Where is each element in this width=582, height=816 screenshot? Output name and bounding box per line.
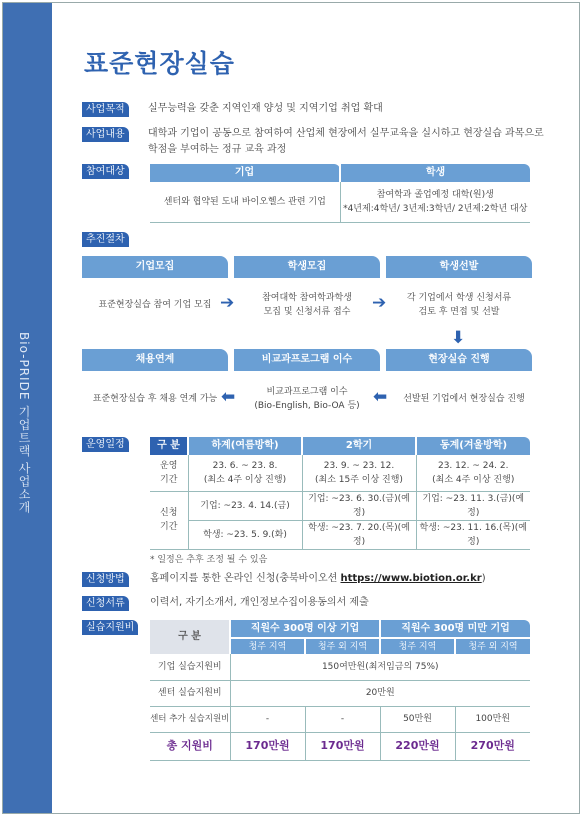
method-text (150, 571, 486, 587)
step-company-recruit: 기업모집 (82, 256, 228, 278)
arrow-right-icon: ➔ (372, 293, 387, 313)
step-hire-link: 채용연계 (82, 349, 228, 371)
schedule-cell (302, 455, 416, 491)
schedule-cell: 기업: ~23. 11. 3.(금)(예정) (416, 491, 530, 520)
purpose-text: 실무능력을 갖춘 지역인재 양성 및 지역기업 취업 확대 (148, 103, 383, 114)
step2-line2: 모집 및 신청서류 접수 (263, 307, 351, 317)
label-support: 실습지원비 (82, 620, 138, 635)
step5-text (234, 385, 380, 413)
arrow-left-icon: ⬅ (221, 387, 236, 407)
support-row2-value: 20만원 (230, 680, 530, 706)
schedule-cell: 학생: ~23. 5. 9.(화) (188, 520, 302, 549)
schedule-row-apply: 신청 기간 (150, 491, 188, 549)
schedule-h0: 구 분 (150, 437, 188, 455)
schedule-cell-line: (최소 4주 이상 진행) (432, 474, 515, 485)
support-row1-value: 150여만원(최저임금의 75%) (230, 654, 530, 680)
target-header-student: 학생 (340, 164, 530, 182)
step-student-select: 학생선발 (386, 256, 532, 278)
step1-text: 표준현장실습 참여 기업 모집 (98, 300, 212, 310)
support-s3: 청주 지역 (380, 638, 455, 654)
target-table (150, 164, 530, 223)
step-practice: 현장실습 진행 (386, 349, 532, 371)
step2-text (234, 291, 380, 319)
support-cell: 50만원 (380, 706, 455, 732)
step3-line2: 검토 후 면접 및 선발 (418, 307, 500, 317)
target-header-company: 기업 (150, 164, 340, 182)
schedule-row-period: 운영 기간 (160, 460, 178, 485)
schedule-h2: 2학기 (302, 437, 416, 455)
step3-text (386, 291, 532, 319)
support-s2: 청주 외 지역 (305, 638, 380, 654)
schedule-h1: 하계(여름방학) (188, 437, 302, 455)
schedule-cell-line: (최소 4주 이상 진행) (203, 474, 287, 485)
target-student-line1: 참여학과 졸업예정 대학(원)생 (376, 189, 494, 200)
support-row1-label: 기업 실습지원비 (157, 661, 222, 672)
step5-line2: (Bio-English, Bio-OA 등) (254, 401, 360, 411)
arrow-left-icon: ⬅ (373, 387, 388, 407)
method-prefix: 홈페이지를 통한 온라인 신청(충북바이오션 (150, 573, 341, 584)
step-student-recruit: 학생모집 (234, 256, 380, 278)
schedule-cell (188, 455, 302, 491)
schedule-cell-line: 23. 9. ~ 23. 12. (323, 460, 395, 471)
step6-text: 선발된 기업에서 현장실습 진행 (403, 394, 525, 404)
schedule-cell: 학생: ~23. 11. 16.(목)(예정) (416, 520, 530, 549)
schedule-cell-line: (최소 15주 이상 진행) (315, 474, 403, 485)
schedule-h3: 동계(겨울방학) (416, 437, 530, 455)
target-student-line2: *4년제:4학년/ 3년제:3학년/ 2년제:2학년 대상 (343, 203, 528, 214)
target-student-cell (340, 182, 530, 222)
arrow-right-icon: ➔ (220, 293, 235, 313)
biotion-link[interactable]: https://www.biotion.or.kr (340, 573, 482, 584)
step3-line1: 각 기업에서 학생 신청서류 (406, 293, 512, 303)
support-cell: - (230, 706, 305, 732)
step5-line1: 비교과프로그램 이수 (266, 387, 348, 397)
sidebar-title: Bio-PRIDE 기업트랙 사업소개 (17, 332, 31, 515)
support-g2: 직원수 300명 미만 기업 (380, 620, 530, 638)
schedule-table (150, 437, 530, 550)
step4-text: 표준현장실습 후 채용 연계 가능 (92, 394, 218, 404)
content-text-1: 대학과 기업이 공동으로 참여하여 산업체 현장에서 실무교육을 실시하고 현장실습 과목으로 (148, 128, 544, 139)
schedule-cell: 기업: ~23. 4. 14.(금) (188, 491, 302, 520)
support-total-cell: 270만원 (455, 732, 530, 760)
schedule-cell-line: 23. 6. ~ 23. 8. (212, 460, 278, 471)
content-text-2: 학점을 부여하는 정규 교육 과정 (148, 144, 287, 155)
label-content: 사업내용 (82, 127, 129, 142)
schedule-cell-line: 23. 12. ~ 24. 2. (437, 460, 509, 471)
support-g1: 직원수 300명 이상 기업 (230, 620, 380, 638)
support-total-cell: 220만원 (380, 732, 455, 760)
arrow-down-icon: ⬇ (451, 328, 466, 348)
support-cell: - (305, 706, 380, 732)
support-s1: 청주 지역 (230, 638, 305, 654)
label-process: 추진절차 (82, 232, 129, 247)
support-h0: 구 분 (150, 620, 230, 654)
label-purpose: 사업목적 (82, 102, 129, 117)
page-title: 표준현장실습 (84, 49, 235, 78)
support-total-cell: 170만원 (230, 732, 305, 760)
docs-text: 이력서, 자기소개서, 개인정보수집이용동의서 제출 (150, 597, 369, 608)
label-target: 참여대상 (82, 164, 129, 179)
support-total-label: 총 지원비 (166, 739, 213, 752)
step-extracurricular: 비교과프로그램 이수 (234, 349, 380, 371)
target-company-cell: 센터와 협약된 도내 바이오헬스 관련 기업 (163, 196, 326, 207)
label-docs: 신청서류 (82, 596, 129, 611)
schedule-note: * 일정은 추후 조정 될 수 있음 (150, 555, 268, 565)
support-table (150, 620, 530, 761)
support-row3-label: 센터 추가 실습지원비 (150, 714, 230, 724)
label-method: 신청방법 (82, 572, 129, 587)
support-row2-label: 센터 실습지원비 (157, 688, 222, 698)
schedule-cell: 학생: ~23. 7. 20.(목)(예정) (302, 520, 416, 549)
support-cell: 100만원 (455, 706, 530, 732)
label-schedule: 운영일정 (82, 437, 129, 452)
schedule-cell (416, 455, 530, 491)
step2-line1: 참여대학 참여학과학생 (262, 293, 352, 303)
method-suffix: ) (481, 573, 486, 584)
support-total-cell: 170만원 (305, 732, 380, 760)
support-s4: 청주 외 지역 (455, 638, 530, 654)
schedule-cell: 기업: ~23. 6. 30.(금)(예정) (302, 491, 416, 520)
